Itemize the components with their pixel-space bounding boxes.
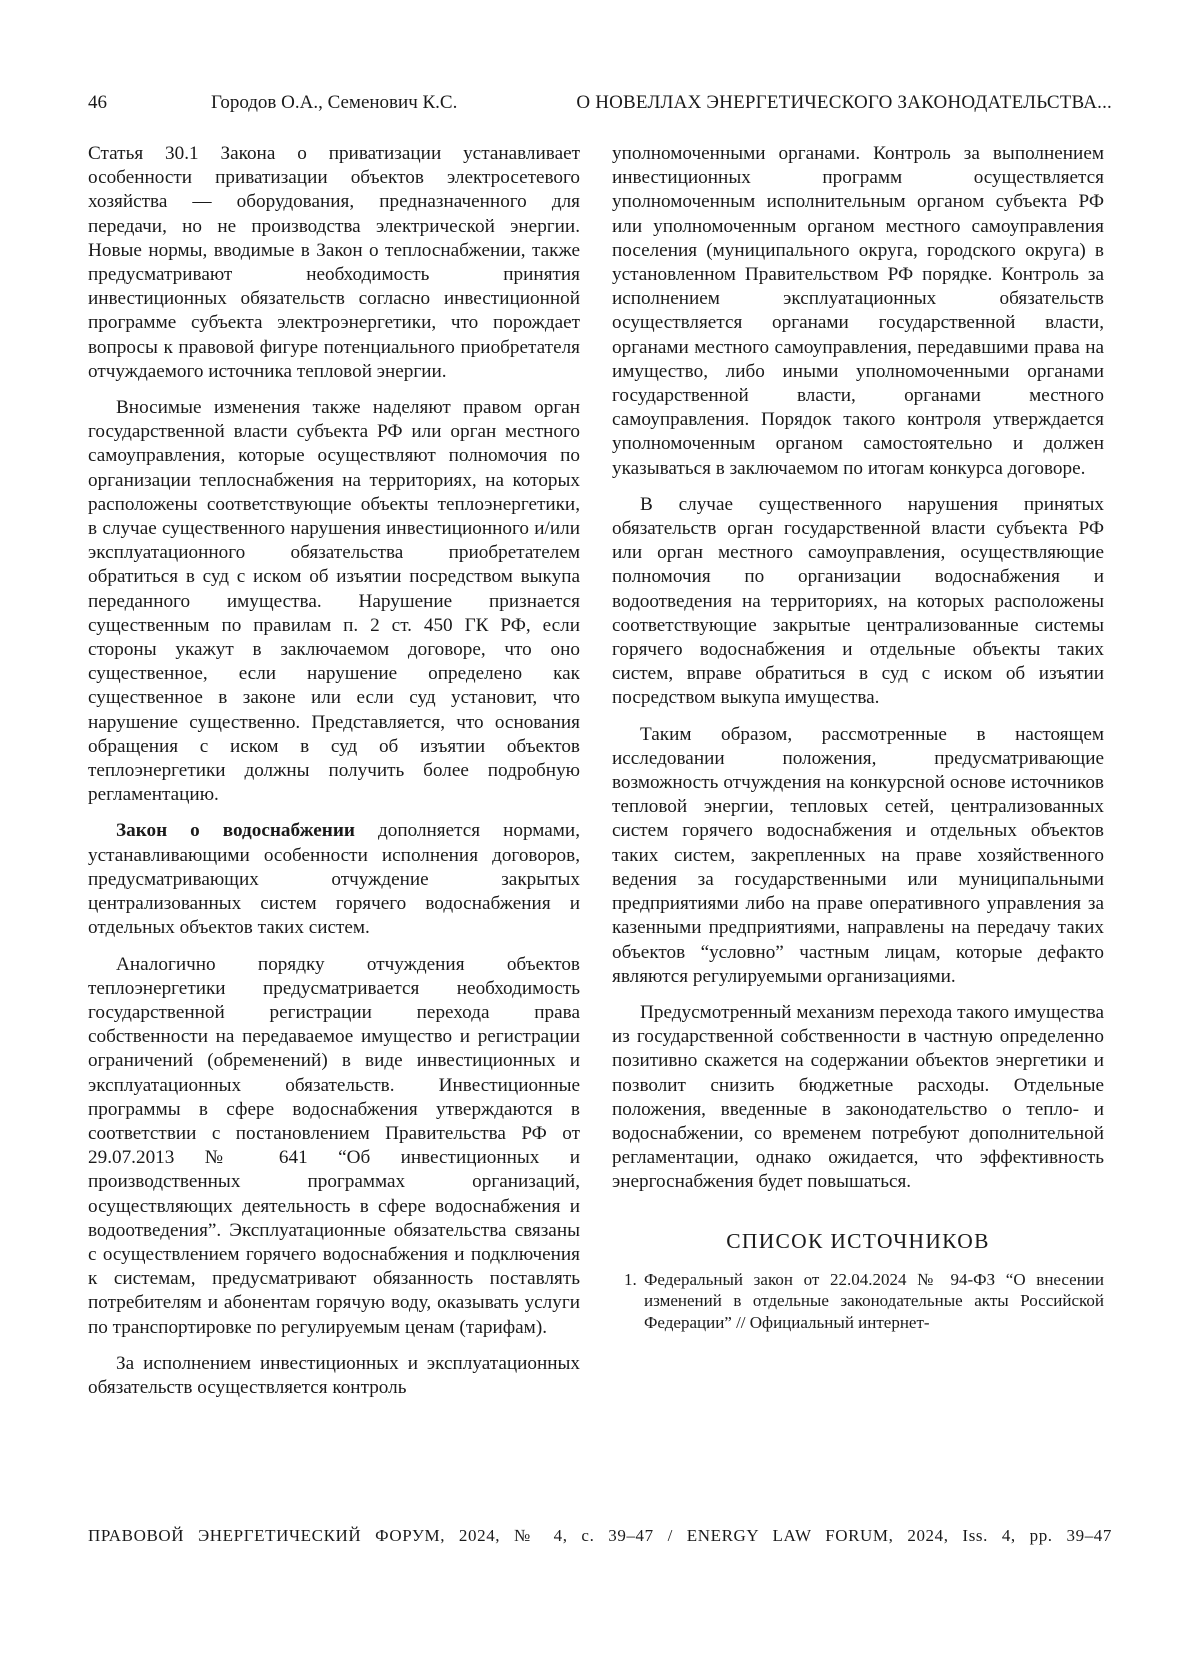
running-head-title: О НОВЕЛЛАХ ЭНЕРГЕТИЧЕСКОГО ЗАКОНОДАТЕЛЬСТВА... xyxy=(576,92,1112,113)
paragraph: Аналогично порядку отчуждения объектов теплоэнергетики предусматривается необходимость государственной регистрации перехода права собственности на передаваемое имущество и регистрации ограничений (обременений) в виде инвестиционных и эксплуатационных обязательств. Инвестиционные программы в сфере водоснабжения утверждаются в соответствии с постановлением Правительства РФ от 29.07.2013 № 641 “Об инвестиционных и производственных программах организаций, осуществляющих деятельность в сфере водоснабжения и водоотведения”. Эксплуатационные обязательства связаны с осуществлением горячего водоснабжения и подключения к системам, предусматривают обязанность поставлять потребителям и абонентам горячую воду, оказывать услуги по транспортировке по регулируемым ценам (тарифам). xyxy=(88,953,580,1338)
reference-item xyxy=(612,1269,1104,1334)
paragraph: Вносимые изменения также наделяют правом орган государственной власти субъекта РФ или орган местного самоуправления, которые осуществляют полномочия по организации теплоснабжения на территориях, на которых расположены соответствующие объекты теплоэнергетики, в случае существенного нарушения инвестиционного и/или эксплуатационного обязательства приобретателем обратиться в суд с иском об изъятии посредством выкупа переданного имущества. Нарушение признается существенным по правилам п. 2 ст. 450 ГК РФ, если стороны укажут в заключаемом договоре, что оно существенное, если нарушение определено как существенное в законе или если суд установит, что нарушение существенно. Представляется, что основания обращения с иском в суд об изъятии объектов теплоэнергетики должны получить более подробную регламентацию. xyxy=(88,397,580,806)
reference-list xyxy=(612,1269,1104,1334)
page-header xyxy=(88,92,1112,122)
paragraph-text: дополняется нормами, устанавливающими особенности исполнения договоров, предусматривающих отчуждение закрытых централизованных систем горячего водоснабжения и отдельных объектов таких систем. xyxy=(88,820,580,939)
paragraph: За исполнением инвестиционных и эксплуатационных обязательств осуществляется контроль xyxy=(88,1352,580,1398)
running-head-authors: Городов О.А., Семенович К.С. xyxy=(211,92,458,113)
law-title-bold: Закон о водоснабжении xyxy=(116,820,355,842)
paragraph: В случае существенного нарушения принятых обязательств орган государственной власти субъекта РФ или орган местного самоуправления, осуществляющие полномочия по организации водоснабжения и водоотведения на территориях, на которых расположены соответствующие закрытые централизованные системы горячего водоснабжения и отдельные объекты таких систем, вправе обратиться в суд с иском об изъятии посредством выкупа имущества. xyxy=(612,493,1104,709)
paragraph: уполномоченными органами. Контроль за выполнением инвестиционных программ осуществляется уполномоченным исполнительным органом субъекта РФ или уполномоченным органом местного самоуправления поселения (муниципального округа, городского округа) в установленном Правительством РФ порядке. Контроль за исполнением эксплуатационных обязательств осуществляется органами государственной власти, органами местного самоуправления, передавшими права на имущество, либо иными уполномоченными органами государственной власти, органами местного самоуправления. Порядок такого контроля утверждается уполномоченным органом самостоятельно и должен указываться в заключаемом по итогам конкурса договоре. xyxy=(612,143,1104,479)
left-column xyxy=(88,142,580,1400)
reference-text: Федеральный закон от 22.04.2024 № 94-ФЗ “О внесении изменений в отдельные законодательные акты Российской Федерации” // Официальный интернет- xyxy=(644,1269,1104,1332)
paragraph: Предусмотренный механизм перехода такого имущества из государственной собственности в частную определенно позитивно скажется на содержании объектов энергетики и позволит снизить бюджетные расходы. Отдельные положения, введенные в законодательство о тепло- и водоснабжении, со временем потребуют дополнительной регламентации, однако ожидается, что эффективность энергоснабжения будет повышаться. xyxy=(612,1001,1104,1193)
paragraph: Таким образом, рассмотренные в настоящем исследовании положения, предусматривающие возможность отчуждения на конкурсной основе источников тепловой энергии, тепловых сетей, централизованных систем горячего водоснабжения и отдельных объектов таких систем, закрепленных на праве хозяйственного ведения за государственными или муниципальными предприятиями либо на праве оперативного управления за казенными предприятиями, направлены на передачу таких объектов “условно” частным лицам, которые дефакто являются регулируемыми организациями. xyxy=(612,723,1104,987)
paragraph: Статья 30.1 Закона о приватизации устанавливает особенности приватизации объектов электросетевого хозяйства — оборудования, предназначенного для передачи, но не производства электрической энергии. Новые нормы, вводимые в Закон о теплоснабжении, также предусматривают необходимость принятия инвестиционных обязательств согласно инвестиционной программе субъекта электроэнергетики, что порождает вопросы к правовой фигуре потенциального приобретателя отчуждаемого источника тепловой энергии. xyxy=(88,143,580,382)
page-number: 46 xyxy=(88,92,107,113)
references-heading: СПИСОК ИСТОЧНИКОВ xyxy=(726,1228,990,1253)
journal-footer: ПРАВОВОЙ ЭНЕРГЕТИЧЕСКИЙ ФОРУМ, 2024, № 4, с. 39–47 / ENERGY LAW FORUM, 2024, Iss. 4, pp. 39–47 xyxy=(88,1526,1112,1545)
right-column xyxy=(612,142,1104,1333)
paragraph xyxy=(88,819,580,940)
reference-number: 1. xyxy=(624,1269,637,1289)
